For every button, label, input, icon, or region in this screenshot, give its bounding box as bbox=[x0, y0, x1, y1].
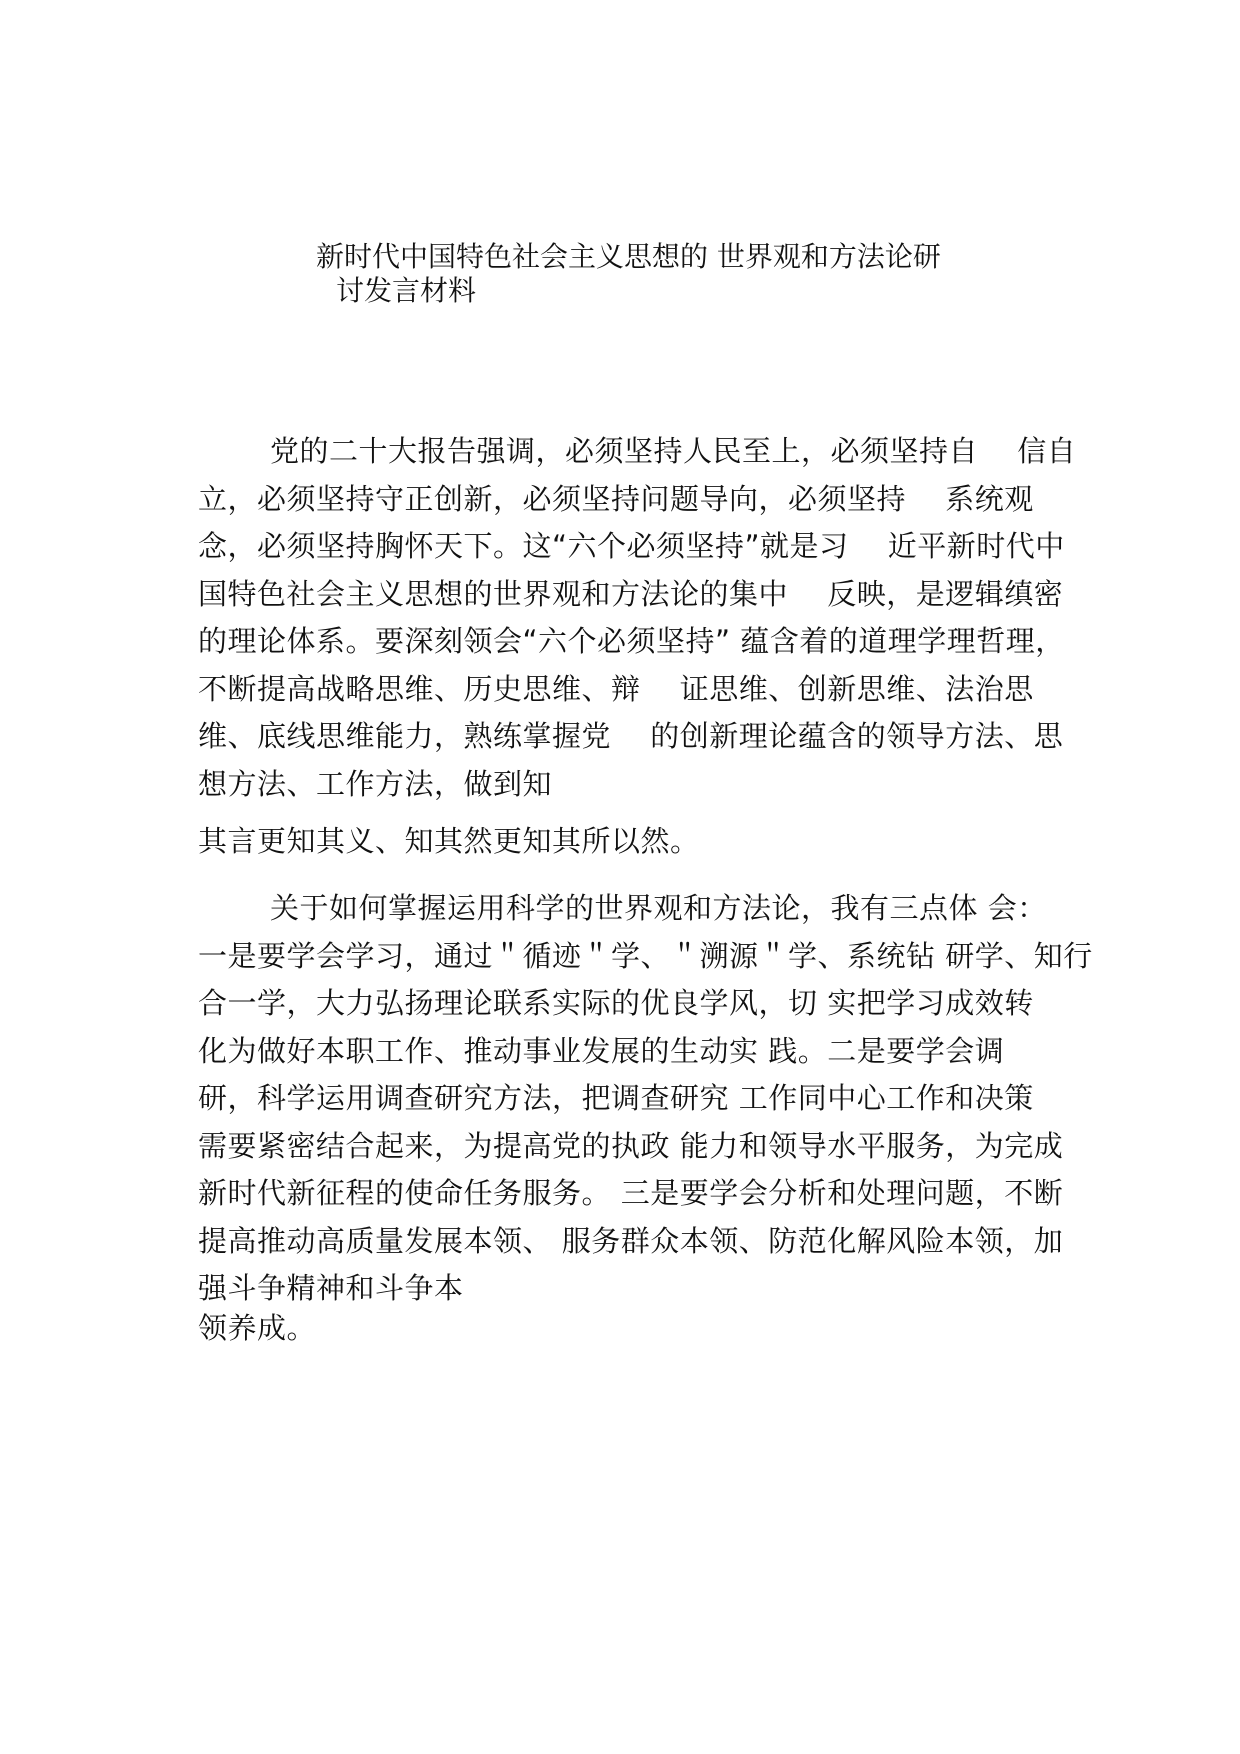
paragraph-line: 维、底线思维能力，熟练掌握党 的创新理论蕴含的领导方法、思 bbox=[198, 719, 1064, 753]
paragraph-line: 其言更知其义、知其然更知其所以然。 bbox=[198, 824, 700, 858]
paragraph-line: 立，必须坚持守正创新，必须坚持问题导向，必须坚持 系统观 bbox=[198, 481, 1034, 516]
paragraph-line: 化为做好本职工作、推动事业发展的生动实 践。二是要学会调 bbox=[198, 1033, 1005, 1068]
paragraph-line: 需要紧密结合起来，为提高党的执政 能力和领导水平服务，为完成 bbox=[198, 1128, 1064, 1163]
paragraph-line: 念，必须坚持胸怀天下。这“六个必须坚持”就是习 近平新时代中 bbox=[198, 529, 1065, 563]
document-title bbox=[316, 240, 1016, 308]
paragraph-2-tail bbox=[198, 1305, 1098, 1353]
paragraph-line: 新时代新征程的使命任务服务。 三是要学会分析和处理问题，不断 bbox=[198, 1176, 1064, 1210]
paragraph-2 bbox=[198, 885, 1098, 1313]
paragraph-line: 研，科学运用调查研究方法，把调查研究 工作同中心工作和决策 bbox=[198, 1081, 1034, 1115]
paragraph-1 bbox=[198, 428, 1098, 808]
paragraph-line: 想方法、工作方法，做到知 bbox=[198, 766, 553, 801]
paragraph-line: 国特色社会主义思想的世界观和方法论的集中 反映，是逻辑缜密 bbox=[198, 576, 1064, 611]
title-line: 新时代中国特色社会主义思想的 世界观和方法论研 bbox=[316, 240, 941, 273]
paragraph-line: 提高推动高质量发展本领、 服务群众本领、防范化解风险本领，加 bbox=[198, 1223, 1064, 1258]
paragraph-line: 合一学，大力弘扬理论联系实际的优良学风，切 实把学习成效转 bbox=[198, 986, 1034, 1020]
paragraph-line: 强斗争精神和斗争本 bbox=[198, 1271, 464, 1305]
title-line: 讨发言材料 bbox=[336, 274, 477, 307]
paragraph-line: 党的二十大报告强调，必须坚持人民至上，必须坚持自 信自 bbox=[270, 434, 1077, 468]
paragraph-line: 不断提高战略思维、历史思维、辩 证思维、创新思维、法治思 bbox=[198, 671, 1034, 706]
paragraph-1-tail bbox=[198, 818, 1098, 866]
paragraph-line: 一是要学会学习，通过＂循迹＂学、＂溯源＂学、系统钻 研学、知行 bbox=[198, 938, 1093, 973]
paragraph-line: 关于如何掌握运用科学的世界观和方法论，我有三点体 会： bbox=[270, 891, 1047, 925]
paragraph-line: 领养成。 bbox=[198, 1311, 317, 1345]
paragraph-line: 的理论体系。要深刻领会“六个必须坚持” 蕴含着的道理学理哲理， bbox=[198, 624, 1065, 658]
